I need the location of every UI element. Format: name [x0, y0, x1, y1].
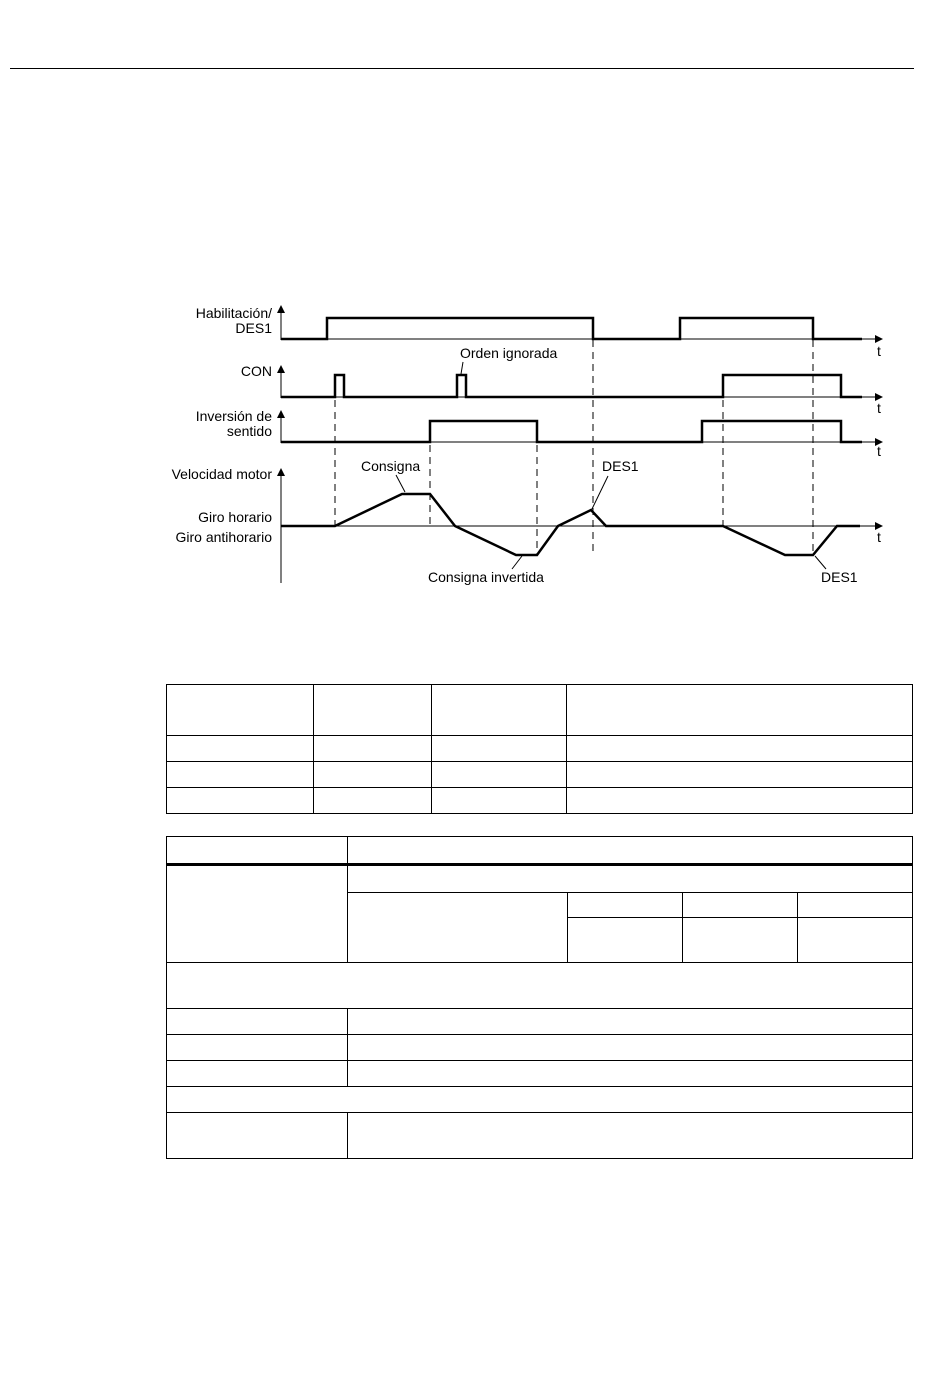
table-row — [167, 1009, 913, 1035]
table-row — [167, 1113, 913, 1159]
label-on: CON — [240, 363, 272, 379]
label-ccw: Giro antihorario — [175, 529, 272, 545]
table-cell — [167, 762, 314, 788]
table-cell — [432, 736, 567, 762]
label-speed: Velocidad motor — [171, 466, 272, 482]
table-cell — [432, 788, 567, 814]
t-label-enable: t — [877, 343, 881, 359]
leader-des1-bottom — [815, 556, 826, 569]
table-cell — [167, 1035, 348, 1061]
table-cell — [348, 837, 913, 865]
table-row — [167, 865, 913, 893]
waveform-reverse — [281, 421, 862, 442]
leader-des1-top — [592, 476, 608, 509]
table-row — [167, 788, 913, 814]
t-label-speed: t — [877, 529, 881, 545]
table-cell — [167, 685, 314, 736]
table-cell — [314, 788, 432, 814]
table-cell — [314, 736, 432, 762]
waveform-speed — [281, 494, 860, 555]
waveform-enable — [281, 318, 862, 339]
annotation-setpoint: Consigna — [361, 458, 421, 474]
table-row — [167, 1061, 913, 1087]
table-cell — [167, 1113, 348, 1159]
annotation-setpoint-inverted: Consigna invertida — [428, 569, 544, 585]
t-label-reverse: t — [877, 443, 881, 459]
table-cell — [567, 762, 913, 788]
table-cell — [167, 1087, 913, 1113]
leader-setpoint-inverted — [512, 556, 522, 569]
table-cell — [348, 1113, 913, 1159]
table-cell — [348, 1009, 913, 1035]
table-cell — [167, 865, 348, 963]
table-cell — [432, 762, 567, 788]
table-cell — [798, 893, 913, 918]
table-header-row — [167, 837, 913, 865]
table-cell — [314, 762, 432, 788]
table-cell — [314, 685, 432, 736]
table-cell — [167, 788, 314, 814]
timing-diagram — [0, 0, 950, 640]
label-enable: DES1 — [235, 320, 272, 336]
table-cell — [167, 1061, 348, 1087]
table-cell — [567, 685, 913, 736]
table-row — [167, 736, 913, 762]
table-cell — [348, 893, 568, 963]
table-header-row — [167, 685, 913, 736]
table-cell — [568, 893, 683, 918]
table-cell — [167, 1009, 348, 1035]
table-cell — [432, 685, 567, 736]
waveform-on — [281, 375, 862, 397]
table-row — [167, 963, 913, 1009]
table-cell — [348, 1035, 913, 1061]
table-cell — [167, 963, 913, 1009]
annotation-des1-bottom: DES1 — [821, 569, 858, 585]
table-cell — [567, 736, 913, 762]
t-label-on: t — [877, 400, 881, 416]
table-cell — [167, 837, 348, 865]
table-row — [167, 762, 913, 788]
table-cell — [798, 918, 913, 963]
table-row — [167, 1087, 913, 1113]
label-reverse: Inversión de — [195, 408, 272, 424]
table-cell — [683, 918, 798, 963]
annotation-des1-top: DES1 — [602, 458, 639, 474]
annotation-ignored: Orden ignorada — [460, 345, 558, 361]
label-enable: Habilitación/ — [195, 305, 272, 321]
table-cell — [683, 893, 798, 918]
table-cell — [348, 1061, 913, 1087]
table-cell — [567, 788, 913, 814]
label-cw: Giro horario — [198, 509, 272, 525]
table-cell — [568, 918, 683, 963]
parameter-detail-table — [166, 836, 913, 1159]
label-reverse: sentido — [226, 423, 272, 439]
table-row — [167, 1035, 913, 1061]
table-cell — [348, 865, 913, 893]
leader-ignored — [461, 362, 463, 374]
leader-setpoint — [396, 475, 405, 492]
table-cell — [167, 736, 314, 762]
parameter-table — [166, 684, 913, 814]
